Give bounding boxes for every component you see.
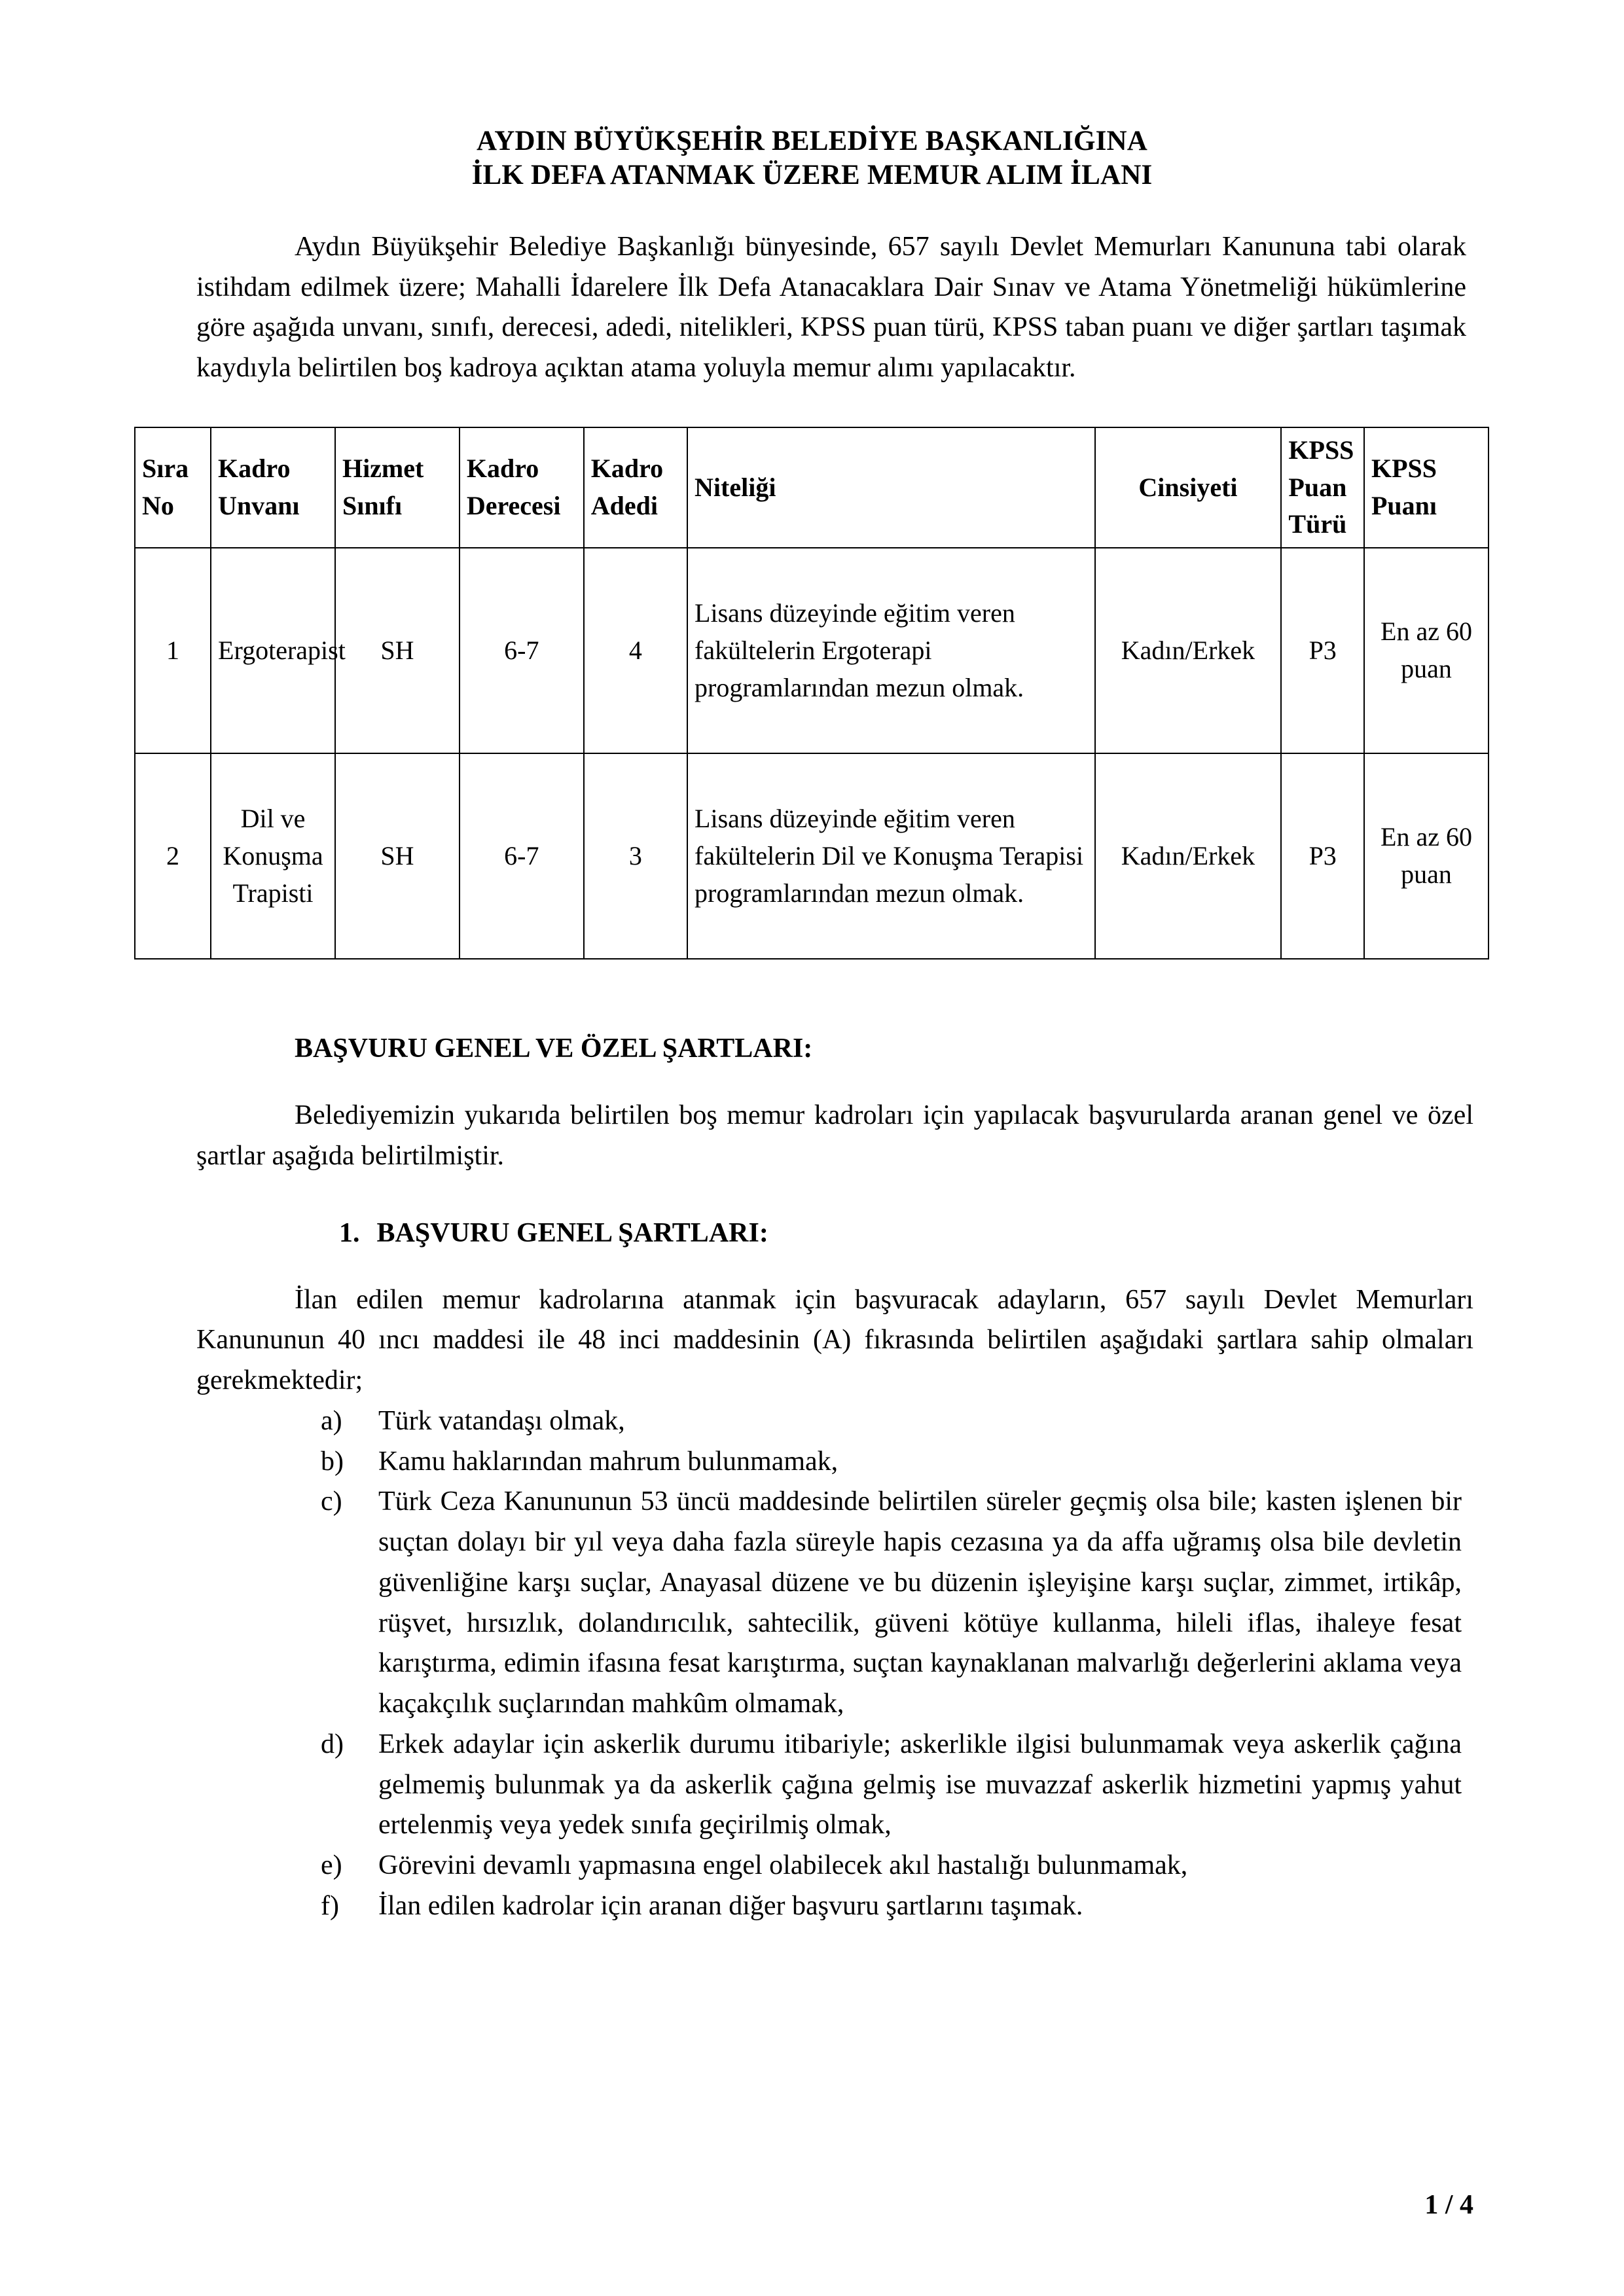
header-kadro-unvani: Kadro Unvanı <box>211 427 335 548</box>
intro-paragraph: Aydın Büyükşehir Belediye Başkanlığı bünyesinde, 657 sayılı Devlet Memurları Kanununa tabi olarak istihdam edilmek üzere; Mahalli İdarelere İlk Defa Atanacaklara Dair Sınav ve Atama Yönetmeliği hükümlerine göre aşağıda unvanı, sınıfı, derecesi, adedi, nitelikleri, KPSS puan türü, KPSS taban puanı ve diğer şartları taşımak kaydıyla belirtilen boş kadroya açıktan atama yoluyla memur alımı yapılacaktır. <box>196 231 1466 384</box>
page-title <box>196 124 1473 193</box>
cell-sira-no: 2 <box>135 753 211 959</box>
list-marker: f) <box>321 1890 339 1921</box>
cell-kadro-adedi: 3 <box>584 753 687 959</box>
page-number-footer: 1 / 4 <box>1424 2190 1473 2220</box>
list-marker: b) <box>321 1446 344 1477</box>
list-item-text: Erkek adaylar için askerlik durumu itibariyle; askerlikle ilgisi bulunmamak veya askerlik çağına gelmemiş bulunmak ya da askerlik çağına gelmiş ise muvazzaf askerlik hizmetini yapmış yahut ertelenmiş veya yedek sınıfa geçirilmiş olmak, <box>378 1729 1462 1840</box>
header-niteligi: Niteliği <box>687 427 1095 548</box>
list-marker: c) <box>321 1486 342 1517</box>
section-number: 1. <box>339 1217 360 1248</box>
cell-kadro-adedi: 4 <box>584 548 687 753</box>
list-item <box>196 1401 1473 1442</box>
genel-sartlar-paragraph: İlan edilen memur kadrolarına atanmak için başvuracak adayların, 657 sayılı Devlet Memurları Kanununun 40 ıncı maddesi ile 48 inci maddesinin (A) fıkrasında belirtilen aşağıdaki şartlara sahip olmaları gerekmektedir; <box>196 1284 1473 1396</box>
list-item-text: Türk Ceza Kanununun 53 üncü maddesinde belirtilen süreler geçmiş olsa bile; kasten işlenen bir suçtan dolayı bir yıl veya daha fazla süreyle hapis cezasına ya da affa uğramış olsa bile devletin güvenliğine karşı suçlar, Anayasal düzene ve bu düzenin işleyişine karşı suçlar, zimmet, irtikâp, rüşvet, hırsızlık, dolandırıcılık, sahtecilik, güveni kötüye kullanma, hileli iflas, ihaleye fesat karıştırma, edimin ifasına fesat karıştırma, suçtan kaynaklanan malvarlığı değerlerini aklama veya kaçakçılık suçlarından mahkûm olmamak, <box>378 1486 1462 1719</box>
list-item <box>196 1725 1473 1846</box>
section-heading-label: BAŞVURU GENEL ŞARTLARI: <box>376 1217 768 1248</box>
cell-kpss-puan-turu: P3 <box>1281 548 1364 753</box>
header-kpss-puan-turu: KPSS Puan Türü <box>1281 427 1364 548</box>
header-kpss-puani: KPSS Puanı <box>1364 427 1489 548</box>
header-kadro-adedi: Kadro Adedi <box>584 427 687 548</box>
basvuru-paragraph: Belediyemizin yukarıda belirtilen boş memur kadroları için yapılacak başvurularda aranan genel ve özel şartlar aşağıda belirtilmiştir. <box>196 1100 1473 1171</box>
table-row <box>135 753 1489 959</box>
cell-cinsiyeti: Kadın/Erkek <box>1095 548 1282 753</box>
cell-kadro-unvani: Ergoterapist <box>211 548 335 753</box>
list-item-text: Kamu haklarından mahrum bulunmamak, <box>378 1446 839 1477</box>
cell-niteligi: Lisans düzeyinde eğitim veren fakültelerin Ergoterapi programlarından mezun olmak. <box>687 548 1095 753</box>
cell-sira-no: 1 <box>135 548 211 753</box>
cell-kpss-puani: En az 60 puan <box>1364 548 1489 753</box>
cell-kadro-unvani: Dil ve Konuşma Trapisti <box>211 753 335 959</box>
cell-hizmet-sinifi: SH <box>335 548 460 753</box>
list-marker: e) <box>321 1850 342 1880</box>
cell-hizmet-sinifi: SH <box>335 753 460 959</box>
header-sira-no: Sıra No <box>135 427 211 548</box>
section-heading-basvuru: BAŞVURU GENEL VE ÖZEL ŞARTLARI: <box>295 1033 813 1064</box>
header-hizmet-sinifi: Hizmet Sınıfı <box>335 427 460 548</box>
list-item <box>196 1886 1473 1927</box>
cell-kpss-puani: En az 60 puan <box>1364 753 1489 959</box>
list-item-text: İlan edilen kadrolar için aranan diğer başvuru şartlarını taşımak. <box>378 1890 1083 1921</box>
kadro-table-container <box>134 427 1489 960</box>
list-marker: a) <box>321 1405 342 1436</box>
title-line-2: İLK DEFA ATANMAK ÜZERE MEMUR ALIM İLANI <box>471 160 1153 191</box>
header-kadro-derecesi: Kadro Derecesi <box>460 427 584 548</box>
list-marker: d) <box>321 1729 344 1759</box>
kadro-table <box>134 427 1489 960</box>
title-line-1: AYDIN BÜYÜKŞEHİR BELEDİYE BAŞKANLIĞINA <box>476 126 1148 156</box>
list-item <box>196 1442 1473 1482</box>
table-header-row <box>135 427 1489 548</box>
cell-kadro-derecesi: 6-7 <box>460 753 584 959</box>
cell-cinsiyeti: Kadın/Erkek <box>1095 753 1282 959</box>
list-item <box>196 1846 1473 1886</box>
list-item-text: Türk vatandaşı olmak, <box>378 1405 625 1436</box>
section-heading-genel-sartlar <box>196 1217 1473 1249</box>
table-row <box>135 548 1489 753</box>
cell-kadro-derecesi: 6-7 <box>460 548 584 753</box>
list-item-text: Görevini devamlı yapmasına engel olabilecek akıl hastalığı bulunmamak, <box>378 1850 1188 1880</box>
list-item <box>196 1482 1473 1724</box>
cell-kpss-puan-turu: P3 <box>1281 753 1364 959</box>
cell-niteligi: Lisans düzeyinde eğitim veren fakültelerin Dil ve Konuşma Terapisi programlarından mezun olmak. <box>687 753 1095 959</box>
header-cinsiyeti: Cinsiyeti <box>1095 427 1282 548</box>
genel-sartlar-list <box>196 1401 1473 1927</box>
